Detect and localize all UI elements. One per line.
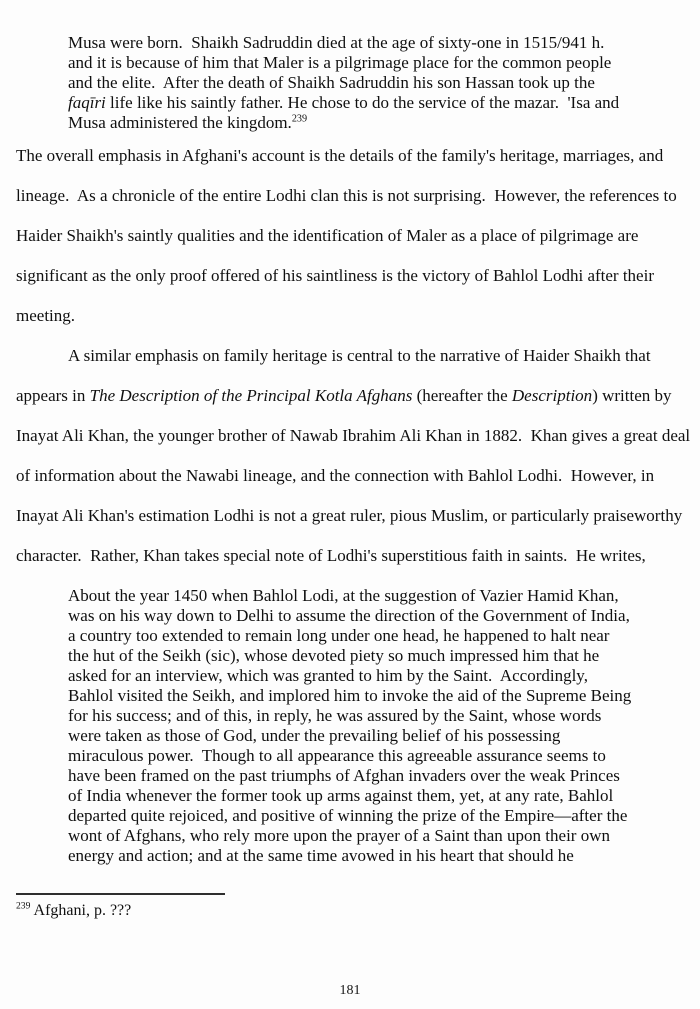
page-content — [16, 0, 695, 921]
footnote-separator — [16, 893, 225, 895]
block-quote-bottom: About the year 1450 when Bahlol Lodi, at the suggestion of Vazier Hamid Khan, was on his way down to Delhi to assume the direction of the Government of India, a country too extended to remain long under one head, he happened to halt near the hut of the Seikh (sic), whose devoted piety so much impressed him that he asked for an interview, which was granted to him by the Saint. Accordingly, Bahlol visited the Seikh, and implored him to invoke the aid of the Supreme Being for his success; and of this, in reply, he was assured by the Saint, whose words were taken as those of God, under the prevailing belief of his possessing miraculous power. Though to all appearance this agreeable assurance seems to have been framed on the past triumphs of Afghan invaders over the weak Princes of India whenever the former took up arms against them, yet, at any rate, Bahlol departed quite rejoiced, and positive of winning the prize of the Empire—after the wont of Afghans, who rely more upon the prayer of a Saint than upon their own energy and action; and at the same time avowed in his heart that should he — [68, 586, 636, 865]
body-paragraph-2: A similar emphasis on family heritage is central to the narrative of Haider Shaikh that appears in The Description of the Principal Kotla Afghans (hereafter the Description) written by Inayat Ali Khan, the younger brother of Nawab Ibrahim Ali Khan in 1882. Khan gives a great deal of information about the Nawabi lineage, and the connection with Bahlol Lodhi. However, in Inayat Ali Khan's estimation Lodhi is not a great ruler, pious Muslim, or particularly praiseworthy character. Rather, Khan takes special note of Lodhi's superstitious faith in saints. He writes, — [16, 346, 695, 565]
block-quote-top: Musa were born. Shaikh Sadruddin died at the age of sixty-one in 1515/941 h. and it is because of him that Maler is a pilgrimage place for the common people and the elite. After the death of Shaikh Sadruddin his son Hassan took up the faqīri life like his saintly father. He chose to do the service of the mazar. 'Isa and Musa administered the kingdom.$^{239}$ — [68, 33, 624, 132]
body-paragraph-1: The overall emphasis in Afghani's account is the details of the family's heritage, marriages, and lineage. As a chronicle of the entire Lodhi clan this is not surprising. However, the references to Haider Shaikh's saintly qualities and the identification of Maler as a place of pilgrimage are significant as the only proof offered of his saintliness is the victory of Bahlol Lodhi after their meeting. — [16, 146, 681, 325]
footnote: $^{239}$ Afghani, p. ??? — [16, 900, 132, 919]
page-number: 181 — [339, 983, 361, 998]
